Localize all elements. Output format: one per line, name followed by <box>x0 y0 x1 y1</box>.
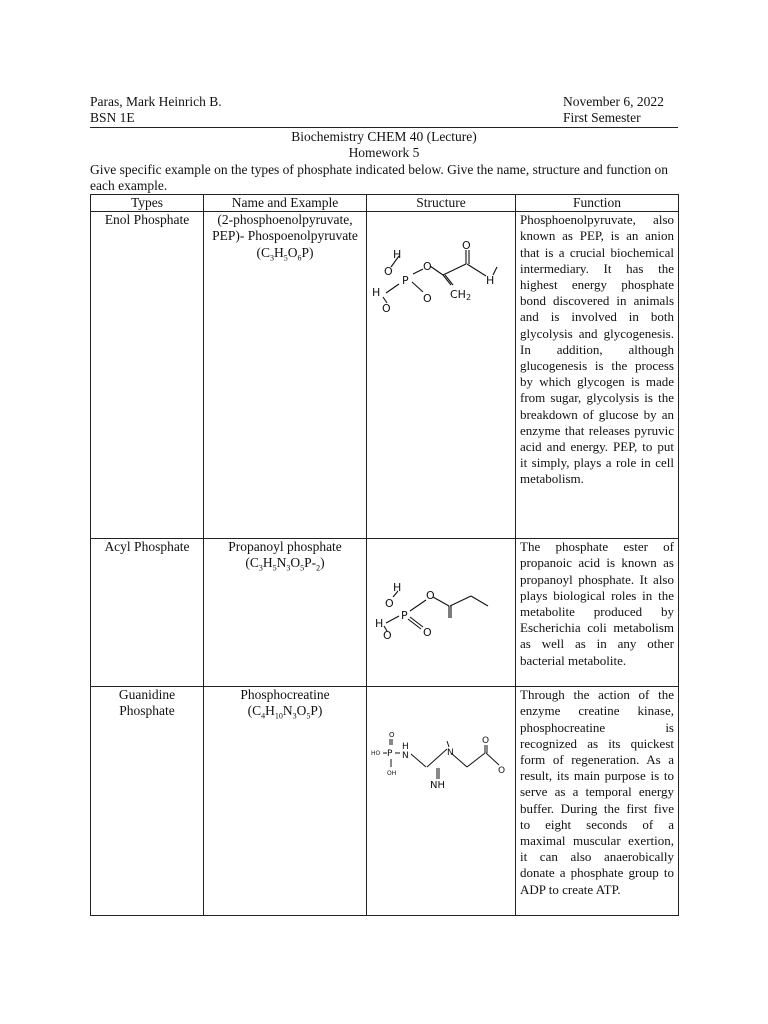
name-formula: $(C_3H_5O_6P)$ <box>256 244 314 263</box>
function-text: Phosphoenolpyruvate, also known as PEP, is an anion that is a crucial biochemical intermediary. It has the highest energy phosphate bond discovered in animals and is involved in both glycolysis and glycogenesis. In addition, although glucogenesis is the process by which glycogen is made from sugar, glycolysis is the breakdown of glucose by an enzyme that releases pyruvic acid and energy. PEP, to put it simply, plays a role in cell metabolism. <box>520 212 674 487</box>
structure-cell <box>367 212 516 539</box>
structure-atom: HO <box>371 750 381 758</box>
structure-atom: N <box>447 748 454 759</box>
table-header-row <box>91 195 679 212</box>
structure-atom: O <box>423 260 432 274</box>
column-header: Name and Example <box>204 195 367 212</box>
table-row <box>91 687 679 916</box>
semester: First Semester <box>563 110 641 125</box>
table-row <box>91 539 679 687</box>
structure-group: CH2 <box>450 288 472 303</box>
structure-atom: H <box>393 248 402 262</box>
instructions: Give specific example on the types of phosphate indicated below. Give the name, structure and function on each example. <box>90 162 668 193</box>
type-cell <box>91 212 204 539</box>
table-row <box>91 212 679 539</box>
name-cell <box>204 539 367 687</box>
type-label: Guanidine <box>118 687 176 703</box>
structure-atom: H <box>375 617 384 631</box>
function-cell <box>516 539 679 687</box>
function-text: Through the action of the enzyme creatine kinase, phosphocreatine is recognized as its quickest form of regeneration. As a result, its main purpose is to serve as a temporal energy buffer. During the first five to eight seconds of a maximal muscular exertion, it can also anaerobically donate a phosphate group to ADP to create ATP. <box>520 687 674 897</box>
name-formula: $(C_4H_{10}N_3O_5P)$ <box>247 703 323 722</box>
structure-atom: O <box>423 292 432 306</box>
type-cell <box>91 539 204 687</box>
homework-title: Homework 5 <box>348 145 420 160</box>
structure-atom: P <box>401 609 408 623</box>
type-label: Acyl Phosphate <box>104 539 190 555</box>
course-title: Biochemistry CHEM 40 (Lecture) <box>291 129 477 144</box>
structure-atom: O <box>462 239 471 253</box>
student-name: Paras, Mark Heinrich B. <box>90 94 222 109</box>
structure-cell <box>367 539 516 687</box>
name-line: (2-phosphoenolpyruvate, <box>217 212 353 228</box>
name-line: PEP)- Phospoenolpyruvate <box>212 228 358 244</box>
name-formula: $(C_3H_5N_3O_5P-_2)$ <box>245 555 325 574</box>
type-cell <box>91 687 204 916</box>
name-cell <box>204 212 367 539</box>
column-header: Structure <box>367 195 516 212</box>
structure-atom: P <box>387 749 393 760</box>
function-cell <box>516 212 679 539</box>
structure-atom: O <box>498 766 506 777</box>
function-cell <box>516 687 679 916</box>
structure-atom: OH <box>387 770 397 778</box>
guanidine-phosphate-structure <box>371 687 520 817</box>
program-section: BSN 1E <box>90 110 135 125</box>
structure-cell <box>367 687 516 916</box>
column-header: Function <box>516 195 679 212</box>
structure-atom: O <box>384 265 393 279</box>
function-text: The phosphate ester of propanoic acid is known as propanoyl phosphate. It also plays biological roles in the metabolite produced by Escherichia coli metabolism as well as in any other bacterial metabolite. <box>520 539 674 668</box>
name-line: Propanoyl phosphate <box>228 539 342 555</box>
structure-atom: H <box>393 581 402 595</box>
header-rule <box>90 127 678 128</box>
structure-atom: H <box>486 274 495 288</box>
structure-atom: O <box>382 302 391 316</box>
structure-atom: O <box>389 731 395 740</box>
name-cell <box>204 687 367 916</box>
structure-atom: O <box>383 629 392 643</box>
structure-atom: O <box>423 626 432 640</box>
submission-date: November 6, 2022 <box>563 94 664 109</box>
name-line: Phosphocreatine <box>240 687 330 703</box>
structure-atom: O <box>385 597 394 611</box>
enol-phosphate-structure <box>371 212 520 322</box>
structure-atom: H <box>372 286 381 300</box>
structure-atom: N <box>402 751 409 762</box>
structure-group: NH <box>430 780 445 792</box>
column-header: Types <box>91 195 204 212</box>
phosphate-table <box>90 194 679 916</box>
structure-atom: O <box>482 736 490 747</box>
structure-atom: P <box>402 274 409 288</box>
structure-atom: H <box>402 742 409 753</box>
acyl-phosphate-structure <box>371 539 520 649</box>
type-label: Phosphate <box>119 703 175 719</box>
type-label: Enol Phosphate <box>104 212 190 228</box>
structure-atom: O <box>426 589 435 603</box>
